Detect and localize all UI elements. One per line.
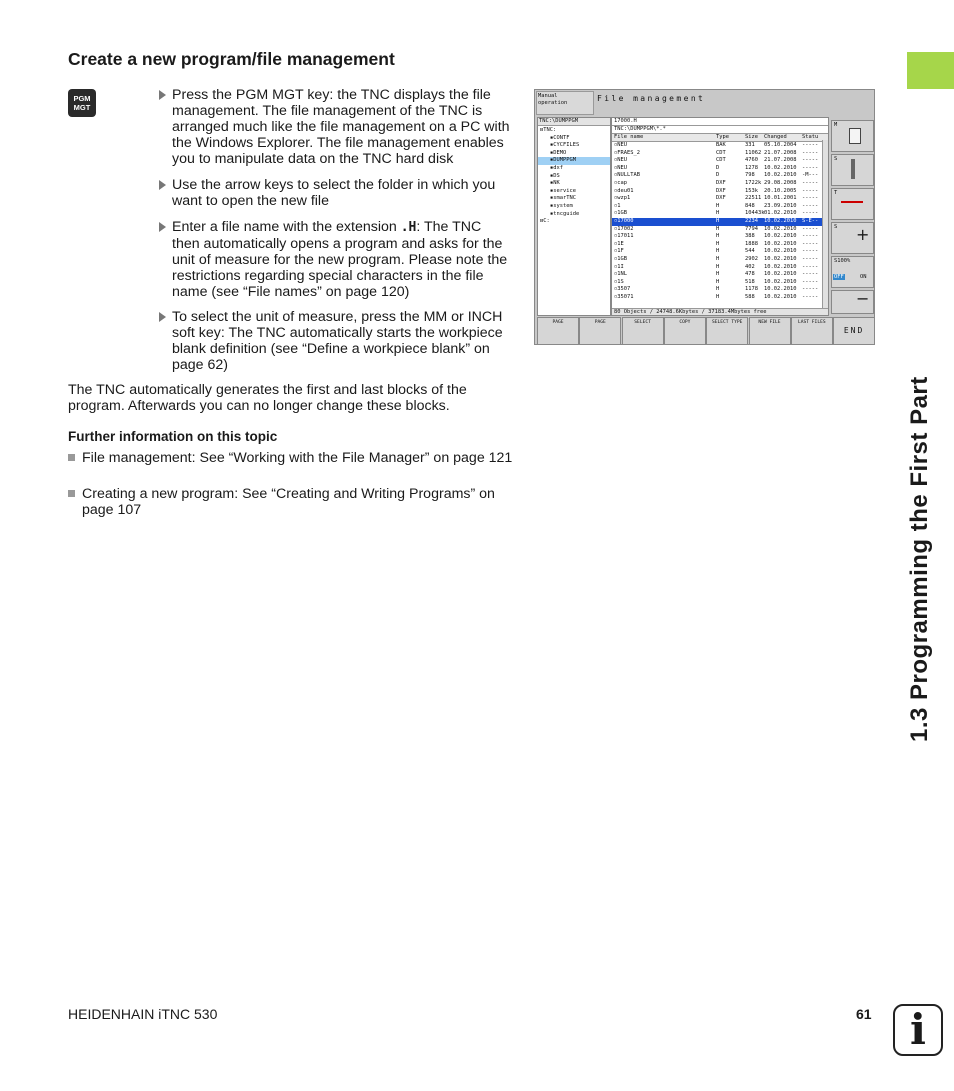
column-header[interactable]: Statu	[802, 134, 819, 140]
folder-item[interactable]: ▪DS	[550, 172, 560, 179]
step-1-text: Press the PGM MGT key: the TNC displays the file management. The file management of the TNC is arranged much like the file management on a PC with the Windows Explorer. The file management enables you to manipulate data on the TNC hard disk	[172, 87, 510, 167]
list-item-text: File management: See “Working with the File Manager” on page 121	[82, 450, 513, 466]
list-item	[68, 486, 522, 518]
file-row[interactable]: ▫1E H 1888 10.02.2010 -----	[614, 240, 819, 247]
folder-item[interactable]: ▪DEMO	[550, 149, 567, 156]
key-label-line2: MGT	[73, 103, 91, 112]
folder-item[interactable]: ▪CONTF	[550, 134, 570, 141]
file-row[interactable]: ▫1F H 544 10.02.2010 -----	[614, 248, 819, 255]
screen-title: File management	[597, 94, 706, 103]
folder-item[interactable]: ▪service	[550, 187, 576, 194]
file-row[interactable]: ▫FRAES_2 CDT 11062 21.07.2008 -----	[614, 149, 819, 156]
mode-line1: Manual	[538, 93, 558, 99]
softkey-page[interactable]: PAGE	[537, 317, 579, 345]
step-2	[172, 177, 512, 209]
scrollbar[interactable]	[822, 140, 828, 308]
section-title: Create a new program/file management	[68, 49, 395, 69]
side-softkey[interactable]: S	[831, 154, 874, 186]
side-tab	[886, 52, 954, 742]
column-header[interactable]: Type	[716, 134, 729, 140]
file-row[interactable]: ▫NEU BAK 331 05.10.2004 -----	[614, 142, 819, 148]
further-info-heading: Further information on this topic	[68, 429, 278, 444]
file-row[interactable]: ▫1I H 402 10.02.2010 -----	[614, 263, 819, 270]
column-header[interactable]: Size	[745, 134, 758, 140]
folder-item[interactable]: ▪CYCFILES	[550, 142, 580, 149]
file-row[interactable]: ▫NEU CDT 4760 21.07.2008 -----	[614, 157, 819, 164]
minus-icon: −	[856, 289, 870, 308]
softkey-page[interactable]: PAGE	[579, 317, 621, 345]
step-3	[172, 219, 512, 300]
list-item-text: Creating a new program: See “Creating and Writing Programs” on page 107	[82, 486, 495, 518]
step-3-text-before: Enter a file name with the extension	[172, 219, 401, 235]
mode-line2: operation	[538, 100, 568, 106]
plus-icon: +	[856, 225, 870, 244]
softkey-last-files[interactable]: LAST FILES	[791, 317, 833, 345]
folder-item[interactable]: ▪DUMPPGM	[538, 157, 610, 165]
file-row[interactable]: ▫17000 H 2234 10.02.2010 S-E--	[612, 218, 824, 226]
arrow-right-icon	[159, 90, 166, 100]
folder-item[interactable]: ▪system	[550, 203, 573, 209]
file-row[interactable]: ▫1S H 518 10.02.2010 -----	[614, 278, 819, 285]
file-row[interactable]: ▫NEU D 1278 10.02.2010 -----	[614, 164, 819, 171]
softkey-select-type[interactable]: SELECT TYPE	[706, 317, 748, 345]
folder-path: TNC:\DUMPPGM	[538, 118, 610, 126]
mode-box	[536, 91, 594, 115]
file-row[interactable]: ▫17002 H 7794 10.02.2010 -----	[614, 225, 819, 232]
file-row[interactable]: ▫cap DXF 1722k 29.08.2008 -----	[614, 180, 819, 186]
arrow-right-icon	[159, 312, 166, 322]
column-header[interactable]: Changed	[764, 134, 787, 140]
column-header[interactable]: File name	[614, 134, 644, 140]
info-icon: i	[893, 1004, 943, 1056]
folder-item[interactable]: ▪NK	[550, 180, 560, 187]
step-4-text: To select the unit of measure, press the MM or INCH soft key: The TNC automatically starts the workpiece blank definition (see “Define a workpiece blank” on page 62)	[172, 309, 503, 373]
file-row[interactable]: ▫1 H 848 23.09.2010 -----	[614, 202, 819, 209]
body-paragraph: The TNC automatically generates the first and last blocks of the program. Afterwards you can no longer change these blocks.	[68, 382, 467, 414]
folder-item[interactable]: ⊟C:	[540, 218, 550, 225]
folder-item[interactable]: ▪tncguide	[550, 210, 580, 217]
softkey-new-file[interactable]: NEW FILE	[749, 317, 791, 345]
status-bar: 80 Objects / 24748.6Kbytes / 37183.4Mbytes free	[612, 308, 828, 315]
side-title: 1.3 Programming the First Part	[906, 376, 933, 742]
file-row[interactable]: ▫NULLTAB D 798 10.02.2010 -M---	[614, 172, 819, 179]
softkey-copy[interactable]: COPY	[664, 317, 706, 345]
square-bullet-icon	[68, 454, 75, 461]
folder-tree[interactable]	[537, 117, 611, 316]
vertical-softkeys	[831, 117, 875, 316]
softkey-end[interactable]: END	[833, 317, 875, 345]
arrow-right-icon	[159, 222, 166, 232]
file-row[interactable]: ▫deu01 DXF 153k 20.10.2005 -----	[614, 187, 819, 194]
square-bullet-icon	[68, 490, 75, 497]
tnc-screenshot	[534, 89, 875, 345]
list-item	[68, 450, 522, 466]
file-row[interactable]: ▫3507 H 1178 10.02.2010 -----	[614, 286, 819, 293]
pgm-mgt-key-icon	[68, 89, 96, 117]
file-list[interactable]	[611, 117, 829, 316]
folder-item[interactable]: ▪smarTNC	[550, 195, 576, 202]
step-1	[172, 87, 512, 167]
footer-title: HEIDENHAIN iTNC 530	[68, 1006, 218, 1022]
selected-file-name: 17000.H	[612, 118, 828, 126]
file-row[interactable]: ▫17011 H 388 10.02.2010 -----	[614, 233, 819, 240]
folder-item[interactable]: ▪dxf	[550, 165, 563, 171]
step-3-text-after: : The TNC then automatically opens a program and asks for the unit of measure for the new program. Please note the restrictions regarding special characters in the file name (see “File names” on page 120)	[172, 219, 508, 300]
key-label-line1: PGM	[73, 94, 91, 103]
page-number: 61	[856, 1006, 872, 1022]
file-row[interactable]: ▫wzp1 DXF 22511 10.01.2001 -----	[614, 195, 819, 202]
folder-item[interactable]: ⊟TNC:	[540, 127, 557, 133]
spindle-override-softkey[interactable]: S100% OFF ON	[831, 256, 874, 288]
step-3-extension: .H	[400, 220, 417, 235]
step-2-text: Use the arrow keys to select the folder in which you want to open the new file	[172, 177, 496, 209]
file-filter-path: TNC:\DUMPPGM\*.*	[612, 126, 828, 134]
side-softkey[interactable]: T	[831, 188, 874, 220]
file-row[interactable]: ▫1GB H 10443k 01.02.2010 -----	[614, 210, 819, 217]
side-softkey[interactable]: S +	[831, 222, 874, 254]
side-softkey[interactable]: M	[831, 120, 874, 152]
side-softkey[interactable]	[831, 290, 874, 314]
step-4	[172, 309, 512, 373]
file-row[interactable]: ▫1GB H 2902 10.02.2010 -----	[614, 256, 819, 262]
arrow-right-icon	[159, 180, 166, 190]
file-row[interactable]: ▫35071 H 588 10.02.2010 -----	[614, 294, 819, 300]
softkey-select[interactable]: SELECT	[622, 317, 664, 345]
file-row[interactable]: ▫1NL H 478 10.02.2010 -----	[614, 271, 819, 278]
